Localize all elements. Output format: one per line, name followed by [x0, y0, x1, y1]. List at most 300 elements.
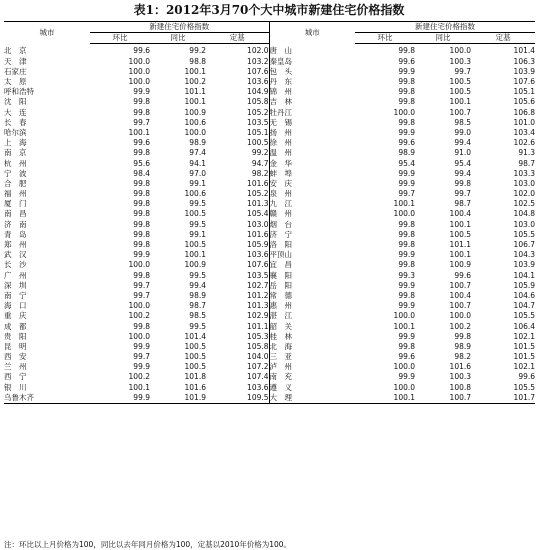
table-row	[4, 281, 535, 291]
left-yoy-cell: 100.2	[184, 77, 206, 87]
right-yoy-cell: 95.4	[454, 158, 472, 168]
table-row	[4, 87, 535, 97]
left-city-cell: 上 海	[4, 138, 27, 148]
right-fixed-cell: 104.7	[513, 301, 536, 311]
left-city-cell: 乌鲁木齐	[4, 393, 90, 404]
left-city-cell: 深 圳	[4, 280, 27, 290]
left-mom-cell: 99.8	[133, 240, 150, 250]
right-mom-cell: 100.0	[393, 311, 416, 321]
left-city-cell: 南 昌	[4, 209, 27, 219]
right-yoy-cell: 100.5	[449, 229, 472, 239]
right-city-cell: 安 庆	[269, 179, 355, 189]
left-yoy-cell: 101.1	[184, 87, 206, 97]
table-row	[4, 138, 535, 148]
right-city-cell: 泸 州	[269, 362, 355, 372]
left-fixed-cell: 107.6	[247, 260, 269, 270]
table-row	[4, 342, 535, 352]
right-yoy-cell: 100.9	[449, 260, 472, 270]
right-mom-cell: 100.0	[393, 382, 416, 392]
left-fixed-cell: 102.0	[247, 46, 269, 56]
right-mom-cell: 99.9	[398, 280, 416, 290]
left-mom-cell: 99.8	[133, 270, 150, 280]
left-yoy-cell: 100.5	[184, 341, 206, 351]
right-fixed-cell: 101.4	[513, 46, 536, 56]
left-fixed-cell: 100.5	[247, 138, 269, 148]
left-mom-cell: 100.0	[128, 66, 150, 76]
left-yoy-cell: 99.5	[189, 270, 206, 280]
left-mom-cell: 99.8	[133, 321, 150, 331]
left-mom-cell: 99.8	[133, 229, 150, 239]
left-mom-cell: 99.7	[133, 352, 150, 362]
right-fixed-cell: 104.8	[513, 209, 536, 219]
left-mom-cell: 99.8	[133, 199, 150, 209]
right-yoy-cell: 101.1	[449, 240, 472, 250]
right-yoy-cell: 100.8	[449, 382, 472, 392]
right-city-cell: 洛 阳	[269, 240, 355, 250]
left-city-cell: 北 京	[4, 46, 27, 56]
right-fixed-cell: 105.5	[513, 382, 536, 392]
right-mom-cell: 99.6	[398, 138, 416, 148]
left-fixed-cell: 105.3	[247, 331, 269, 341]
right-mom-cell: 100.1	[393, 321, 416, 331]
right-city-cell: 遵 义	[269, 383, 355, 393]
table-row	[4, 311, 535, 321]
left-city-cell: 西 安	[4, 352, 27, 362]
table-body	[4, 44, 535, 404]
left-city-cell: 杭 州	[4, 158, 27, 168]
right-yoy-cell: 99.7	[454, 66, 472, 76]
right-yoy-cell: 100.0	[449, 46, 472, 56]
right-city-cell: 牡丹江	[269, 108, 355, 118]
right-mom-cell: 99.8	[398, 341, 416, 351]
table-row	[4, 352, 535, 362]
right-yoy-cell: 100.3	[449, 372, 472, 382]
table-row	[4, 240, 535, 250]
right-mom-cell: 100.0	[393, 107, 416, 117]
right-city-cell: 金 华	[269, 158, 355, 168]
table-row	[4, 260, 535, 270]
left-yoy-cell: 99.1	[189, 229, 206, 239]
right-city-cell: 韶 关	[269, 321, 355, 331]
left-fixed-cell: 107.6	[247, 66, 269, 76]
table-row	[4, 57, 535, 67]
right-fixed-cell: 103.0	[513, 219, 536, 229]
group-header-left: 新建住宅价格指数	[90, 22, 269, 33]
left-city-cell: 银 川	[4, 382, 27, 392]
right-mom-cell: 99.8	[398, 290, 416, 300]
right-city-cell: 常 德	[269, 291, 355, 301]
left-city-cell: 长 春	[4, 117, 27, 127]
left-city-cell: 天 津	[4, 56, 27, 66]
price-index-table	[4, 21, 535, 404]
left-fixed-cell: 102.7	[247, 280, 269, 290]
left-fixed-cell: 105.2	[247, 107, 269, 117]
right-city-cell: 丹 东	[269, 77, 355, 87]
right-yoy-cell: 99.4	[454, 138, 472, 148]
left-city-cell: 南 宁	[4, 290, 27, 300]
left-mom-cell: 100.0	[128, 331, 150, 341]
left-city-cell: 广 州	[4, 270, 27, 280]
right-mom-cell: 100.0	[393, 209, 416, 219]
left-mom-cell: 100.0	[128, 77, 150, 87]
right-mom-cell: 99.8	[398, 240, 416, 250]
left-mom-cell: 100.0	[128, 260, 150, 270]
right-fixed-cell: 91.3	[518, 148, 536, 158]
left-yoy-cell: 100.5	[184, 352, 206, 362]
table-row	[4, 393, 535, 404]
right-fixed-cell: 103.9	[513, 66, 536, 76]
left-city-cell: 呼和浩特	[4, 87, 34, 97]
left-yoy-cell: 100.6	[184, 189, 206, 199]
right-fixed-cell: 101.5	[513, 352, 536, 362]
left-mom-cell: 100.1	[128, 127, 150, 137]
right-city-cell: 赣 州	[269, 209, 355, 219]
left-fixed-cell: 103.6	[247, 250, 269, 260]
left-city-cell: 贵 阳	[4, 331, 27, 341]
right-fixed-cell: 102.5	[513, 199, 536, 209]
left-city-cell: 合 肥	[4, 178, 27, 188]
left-city-cell: 海 口	[4, 301, 27, 311]
right-yoy-cell: 100.1	[449, 97, 472, 107]
left-fixed-cell: 102.9	[247, 311, 269, 321]
right-fixed-cell: 105.5	[513, 229, 536, 239]
table-row	[4, 230, 535, 240]
left-yoy-cell: 99.5	[189, 321, 206, 331]
right-city-cell: 唐 山	[269, 44, 355, 57]
right-fixed-cell: 103.0	[513, 178, 536, 188]
right-mom-cell: 99.7	[398, 189, 416, 199]
left-yoy-cell: 98.8	[189, 56, 206, 66]
right-fixed-cell: 106.7	[513, 240, 536, 250]
left-fixed-cell: 103.5	[247, 270, 269, 280]
right-fixed-cell: 103.9	[513, 260, 536, 270]
right-fixed-cell: 106.8	[513, 107, 536, 117]
left-mom-cell: 99.9	[90, 393, 150, 404]
table-row	[4, 332, 535, 342]
left-yoy-cell: 99.4	[189, 280, 206, 290]
left-yoy-cell: 101.9	[150, 393, 206, 404]
left-mom-cell: 100.2	[128, 372, 150, 382]
left-yoy-cell: 100.9	[184, 260, 206, 270]
right-yoy-cell: 100.1	[449, 250, 472, 260]
right-yoy-cell: 100.7	[449, 280, 472, 290]
left-yoy-cell: 100.1	[184, 66, 206, 76]
left-fixed-cell: 101.3	[247, 301, 269, 311]
left-fixed-cell: 101.6	[247, 229, 269, 239]
left-fixed-cell: 104.0	[247, 352, 269, 362]
table-row	[4, 291, 535, 301]
right-city-cell: 徐 州	[269, 138, 355, 148]
right-fixed-cell: 102.1	[513, 362, 536, 372]
right-mom-cell: 99.8	[398, 46, 416, 56]
left-fixed-cell: 105.1	[247, 127, 269, 137]
right-yoy-cell: 100.4	[449, 209, 472, 219]
left-mom-cell: 99.9	[133, 362, 150, 372]
right-city-cell: 三 亚	[269, 352, 355, 362]
left-yoy-cell: 101.6	[184, 382, 206, 392]
left-fixed-cell: 103.0	[247, 219, 269, 229]
left-yoy-cell: 100.1	[184, 97, 206, 107]
right-yoy-cell: 99.8	[454, 178, 472, 188]
table-row	[4, 321, 535, 331]
left-mom-cell: 99.6	[133, 138, 150, 148]
table-row	[4, 169, 535, 179]
left-mom-cell: 99.8	[133, 209, 150, 219]
table-row	[4, 250, 535, 260]
left-yoy-cell: 99.5	[189, 219, 206, 229]
right-fixed-cell: 106.4	[513, 321, 536, 331]
right-yoy-cell: 100.7	[449, 301, 472, 311]
right-yoy-cell: 99.7	[454, 189, 472, 199]
table-row	[4, 220, 535, 230]
left-yoy-cell: 100.5	[184, 209, 206, 219]
left-fixed-cell: 105.2	[247, 189, 269, 199]
left-fixed-cell: 105.9	[247, 240, 269, 250]
left-yoy-cell: 98.9	[189, 138, 206, 148]
left-yoy-cell: 101.8	[184, 372, 206, 382]
right-fixed-cell: 103.3	[513, 168, 536, 178]
left-mom-cell: 99.8	[133, 219, 150, 229]
right-city-cell: 无 锡	[269, 118, 355, 128]
right-yoy-cell: 99.4	[454, 168, 472, 178]
right-city-cell: 锦 州	[269, 87, 355, 97]
right-fixed-cell: 105.6	[513, 97, 536, 107]
right-yoy-cell: 100.0	[449, 311, 472, 321]
left-mom-cell: 99.7	[133, 290, 150, 300]
city-header-right: 城市	[269, 22, 355, 44]
left-city-cell: 太 原	[4, 77, 27, 87]
left-yoy-cell: 100.5	[184, 362, 206, 372]
left-city-cell: 西 宁	[4, 372, 27, 382]
left-city-cell: 成 都	[4, 321, 27, 331]
left-yoy-cell: 101.4	[184, 331, 206, 341]
right-city-cell: 湛 江	[269, 311, 355, 321]
right-fixed-cell: 105.1	[513, 87, 536, 97]
left-fixed-cell: 105.8	[247, 97, 269, 107]
right-fixed-cell: 106.3	[513, 56, 536, 66]
right-mom-cell: 100.1	[393, 199, 416, 209]
left-fixed-cell: 107.4	[247, 372, 269, 382]
right-mom-cell: 99.9	[398, 301, 416, 311]
left-fixed-cell: 103.2	[247, 56, 269, 66]
table-row	[4, 271, 535, 281]
right-fixed-cell: 102.0	[513, 189, 536, 199]
table-row	[4, 77, 535, 87]
table-row	[4, 199, 535, 209]
left-mom-cell: 99.8	[133, 97, 150, 107]
left-mom-cell: 99.8	[133, 178, 150, 188]
right-fixed-cell: 103.4	[513, 127, 536, 137]
left-fixed-cell: 107.2	[247, 362, 269, 372]
right-fixed-cell: 101.0	[513, 117, 536, 127]
left-city-cell: 昆 明	[4, 341, 27, 351]
right-mom-cell: 99.8	[398, 117, 416, 127]
left-mom-cell: 99.7	[133, 117, 150, 127]
right-mom-cell: 99.8	[398, 260, 416, 270]
right-yoy-cell: 100.5	[449, 87, 472, 97]
right-mom-cell: 99.9	[398, 178, 416, 188]
left-yoy-cell: 99.1	[189, 178, 206, 188]
right-yoy-cell: 99.0	[454, 127, 472, 137]
right-city-cell: 吉 林	[269, 97, 355, 107]
right-mom-cell: 99.9	[398, 66, 416, 76]
left-fixed-cell: 101.6	[247, 178, 269, 188]
left-yoy-cell: 97.0	[189, 168, 206, 178]
right-city-cell: 秦皇岛	[269, 57, 355, 67]
left-city-cell: 南 京	[4, 148, 27, 158]
left-yoy-cell: 100.1	[184, 250, 206, 260]
right-city-cell: 温 州	[269, 148, 355, 158]
left-yoy-cell: 100.9	[184, 107, 206, 117]
right-yoy-cell: 100.7	[415, 393, 471, 404]
left-mom-cell: 100.2	[128, 311, 150, 321]
left-mom-cell: 100.1	[128, 382, 150, 392]
header-row-top	[4, 22, 535, 33]
right-city-cell: 大 理	[269, 393, 355, 404]
left-fixed-cell: 101.2	[247, 290, 269, 300]
right-city-cell: 烟 台	[269, 220, 355, 230]
right-mom-cell: 100.0	[393, 362, 416, 372]
right-city-cell: 九 江	[269, 199, 355, 209]
left-yoy-cell: 100.6	[184, 117, 206, 127]
table-row	[4, 383, 535, 393]
left-mom-cell: 98.4	[133, 168, 150, 178]
left-fixed-cell: 101.3	[247, 199, 269, 209]
right-fixed-cell: 104.1	[513, 270, 536, 280]
table-row	[4, 362, 535, 372]
right-mom-cell: 99.9	[398, 372, 416, 382]
right-mom-cell: 98.9	[398, 148, 416, 158]
right-fixed-cell: 101.7	[471, 393, 535, 404]
left-city-cell: 石家庄	[4, 66, 27, 76]
yoy-header-left: 同比	[150, 33, 206, 44]
footnote: 注：环比以上月价格为100，同比以去年同月价格为100，定基以2010年价格为100。	[4, 540, 292, 549]
right-yoy-cell: 91.0	[454, 148, 472, 158]
table-row	[4, 108, 535, 118]
right-yoy-cell: 98.9	[454, 341, 472, 351]
left-fixed-cell: 105.4	[247, 209, 269, 219]
right-yoy-cell: 101.6	[449, 362, 472, 372]
left-yoy-cell: 99.2	[189, 46, 206, 56]
right-fixed-cell: 102.1	[513, 331, 536, 341]
left-fixed-cell: 101.1	[247, 321, 269, 331]
left-fixed-cell: 99.2	[251, 148, 269, 158]
left-city-cell: 青 岛	[4, 229, 27, 239]
left-city-cell: 哈尔滨	[4, 127, 27, 137]
right-mom-cell: 99.8	[398, 87, 416, 97]
table-row	[4, 128, 535, 138]
left-yoy-cell: 98.7	[189, 301, 206, 311]
table-row	[4, 97, 535, 107]
right-city-cell: 泉 州	[269, 189, 355, 199]
left-mom-cell: 99.9	[133, 341, 150, 351]
right-mom-cell: 100.1	[355, 393, 415, 404]
right-fixed-cell: 98.7	[518, 158, 536, 168]
table-row	[4, 209, 535, 219]
right-city-cell: 岳 阳	[269, 281, 355, 291]
right-city-cell: 襄 阳	[269, 271, 355, 281]
left-city-cell: 郑 州	[4, 240, 27, 250]
right-city-cell: 蚌 埠	[269, 169, 355, 179]
right-mom-cell: 99.6	[398, 352, 416, 362]
left-city-cell: 武 汉	[4, 250, 27, 260]
left-mom-cell: 99.9	[133, 87, 150, 97]
left-fixed-cell: 94.7	[251, 158, 269, 168]
right-city-cell: 包 头	[269, 67, 355, 77]
right-mom-cell: 99.9	[398, 168, 416, 178]
right-fixed-cell: 99.6	[518, 372, 536, 382]
left-city-cell: 济 南	[4, 219, 27, 229]
left-fixed-cell: 103.6	[247, 382, 269, 392]
right-yoy-cell: 98.2	[454, 352, 472, 362]
left-city-cell: 厦 门	[4, 199, 27, 209]
left-fixed-cell: 105.8	[247, 341, 269, 351]
right-city-cell: 宜 昌	[269, 260, 355, 270]
right-city-cell: 惠 州	[269, 301, 355, 311]
table-row	[4, 44, 535, 57]
right-fixed-cell: 105.5	[513, 311, 536, 321]
right-city-cell: 济 宁	[269, 230, 355, 240]
table-title: 表1：2012年3月70个大中城市新建住宅价格指数	[133, 3, 405, 17]
left-city-cell: 兰 州	[4, 362, 27, 372]
mom-header-left: 环比	[90, 33, 150, 44]
mom-header-right: 环比	[355, 33, 415, 44]
left-city-cell: 福 州	[4, 189, 27, 199]
left-city-cell: 沈 阳	[4, 97, 27, 107]
right-yoy-cell: 100.2	[449, 321, 472, 331]
left-mom-cell: 99.6	[133, 46, 150, 56]
left-yoy-cell: 100.5	[184, 240, 206, 250]
fixed-header-left: 定基	[206, 33, 269, 44]
right-yoy-cell: 99.8	[454, 331, 472, 341]
left-fixed-cell: 103.5	[247, 117, 269, 127]
left-mom-cell: 99.8	[133, 107, 150, 117]
left-mom-cell: 100.0	[128, 301, 150, 311]
right-fixed-cell: 107.6	[513, 77, 536, 87]
left-mom-cell: 100.0	[128, 56, 150, 66]
right-fixed-cell: 104.6	[513, 290, 536, 300]
left-yoy-cell: 98.5	[189, 311, 206, 321]
right-city-cell: 北 海	[269, 342, 355, 352]
right-mom-cell: 99.9	[398, 331, 416, 341]
fixed-header-right: 定基	[471, 33, 535, 44]
left-city-cell: 大 连	[4, 107, 27, 117]
table-row	[4, 372, 535, 382]
right-mom-cell: 99.9	[398, 127, 416, 137]
left-yoy-cell: 98.9	[189, 290, 206, 300]
right-mom-cell: 99.9	[398, 250, 416, 260]
right-fixed-cell: 105.9	[513, 280, 536, 290]
table-row	[4, 158, 535, 168]
table-row	[4, 118, 535, 128]
table-row	[4, 189, 535, 199]
left-fixed-cell: 109.5	[206, 393, 269, 404]
left-mom-cell: 99.8	[133, 189, 150, 199]
right-mom-cell: 99.6	[398, 56, 416, 66]
left-fixed-cell: 104.9	[247, 87, 269, 97]
right-city-cell: 桂 林	[269, 332, 355, 342]
right-yoy-cell: 98.5	[454, 117, 472, 127]
right-yoy-cell: 98.7	[454, 199, 472, 209]
left-yoy-cell: 97.4	[189, 148, 206, 158]
left-mom-cell: 99.8	[133, 148, 150, 158]
left-yoy-cell: 99.5	[189, 199, 206, 209]
right-mom-cell: 99.8	[398, 97, 416, 107]
table-row	[4, 179, 535, 189]
left-city-cell: 重 庆	[4, 311, 27, 321]
right-mom-cell: 99.3	[398, 270, 416, 280]
left-city-cell: 长 沙	[4, 260, 27, 270]
